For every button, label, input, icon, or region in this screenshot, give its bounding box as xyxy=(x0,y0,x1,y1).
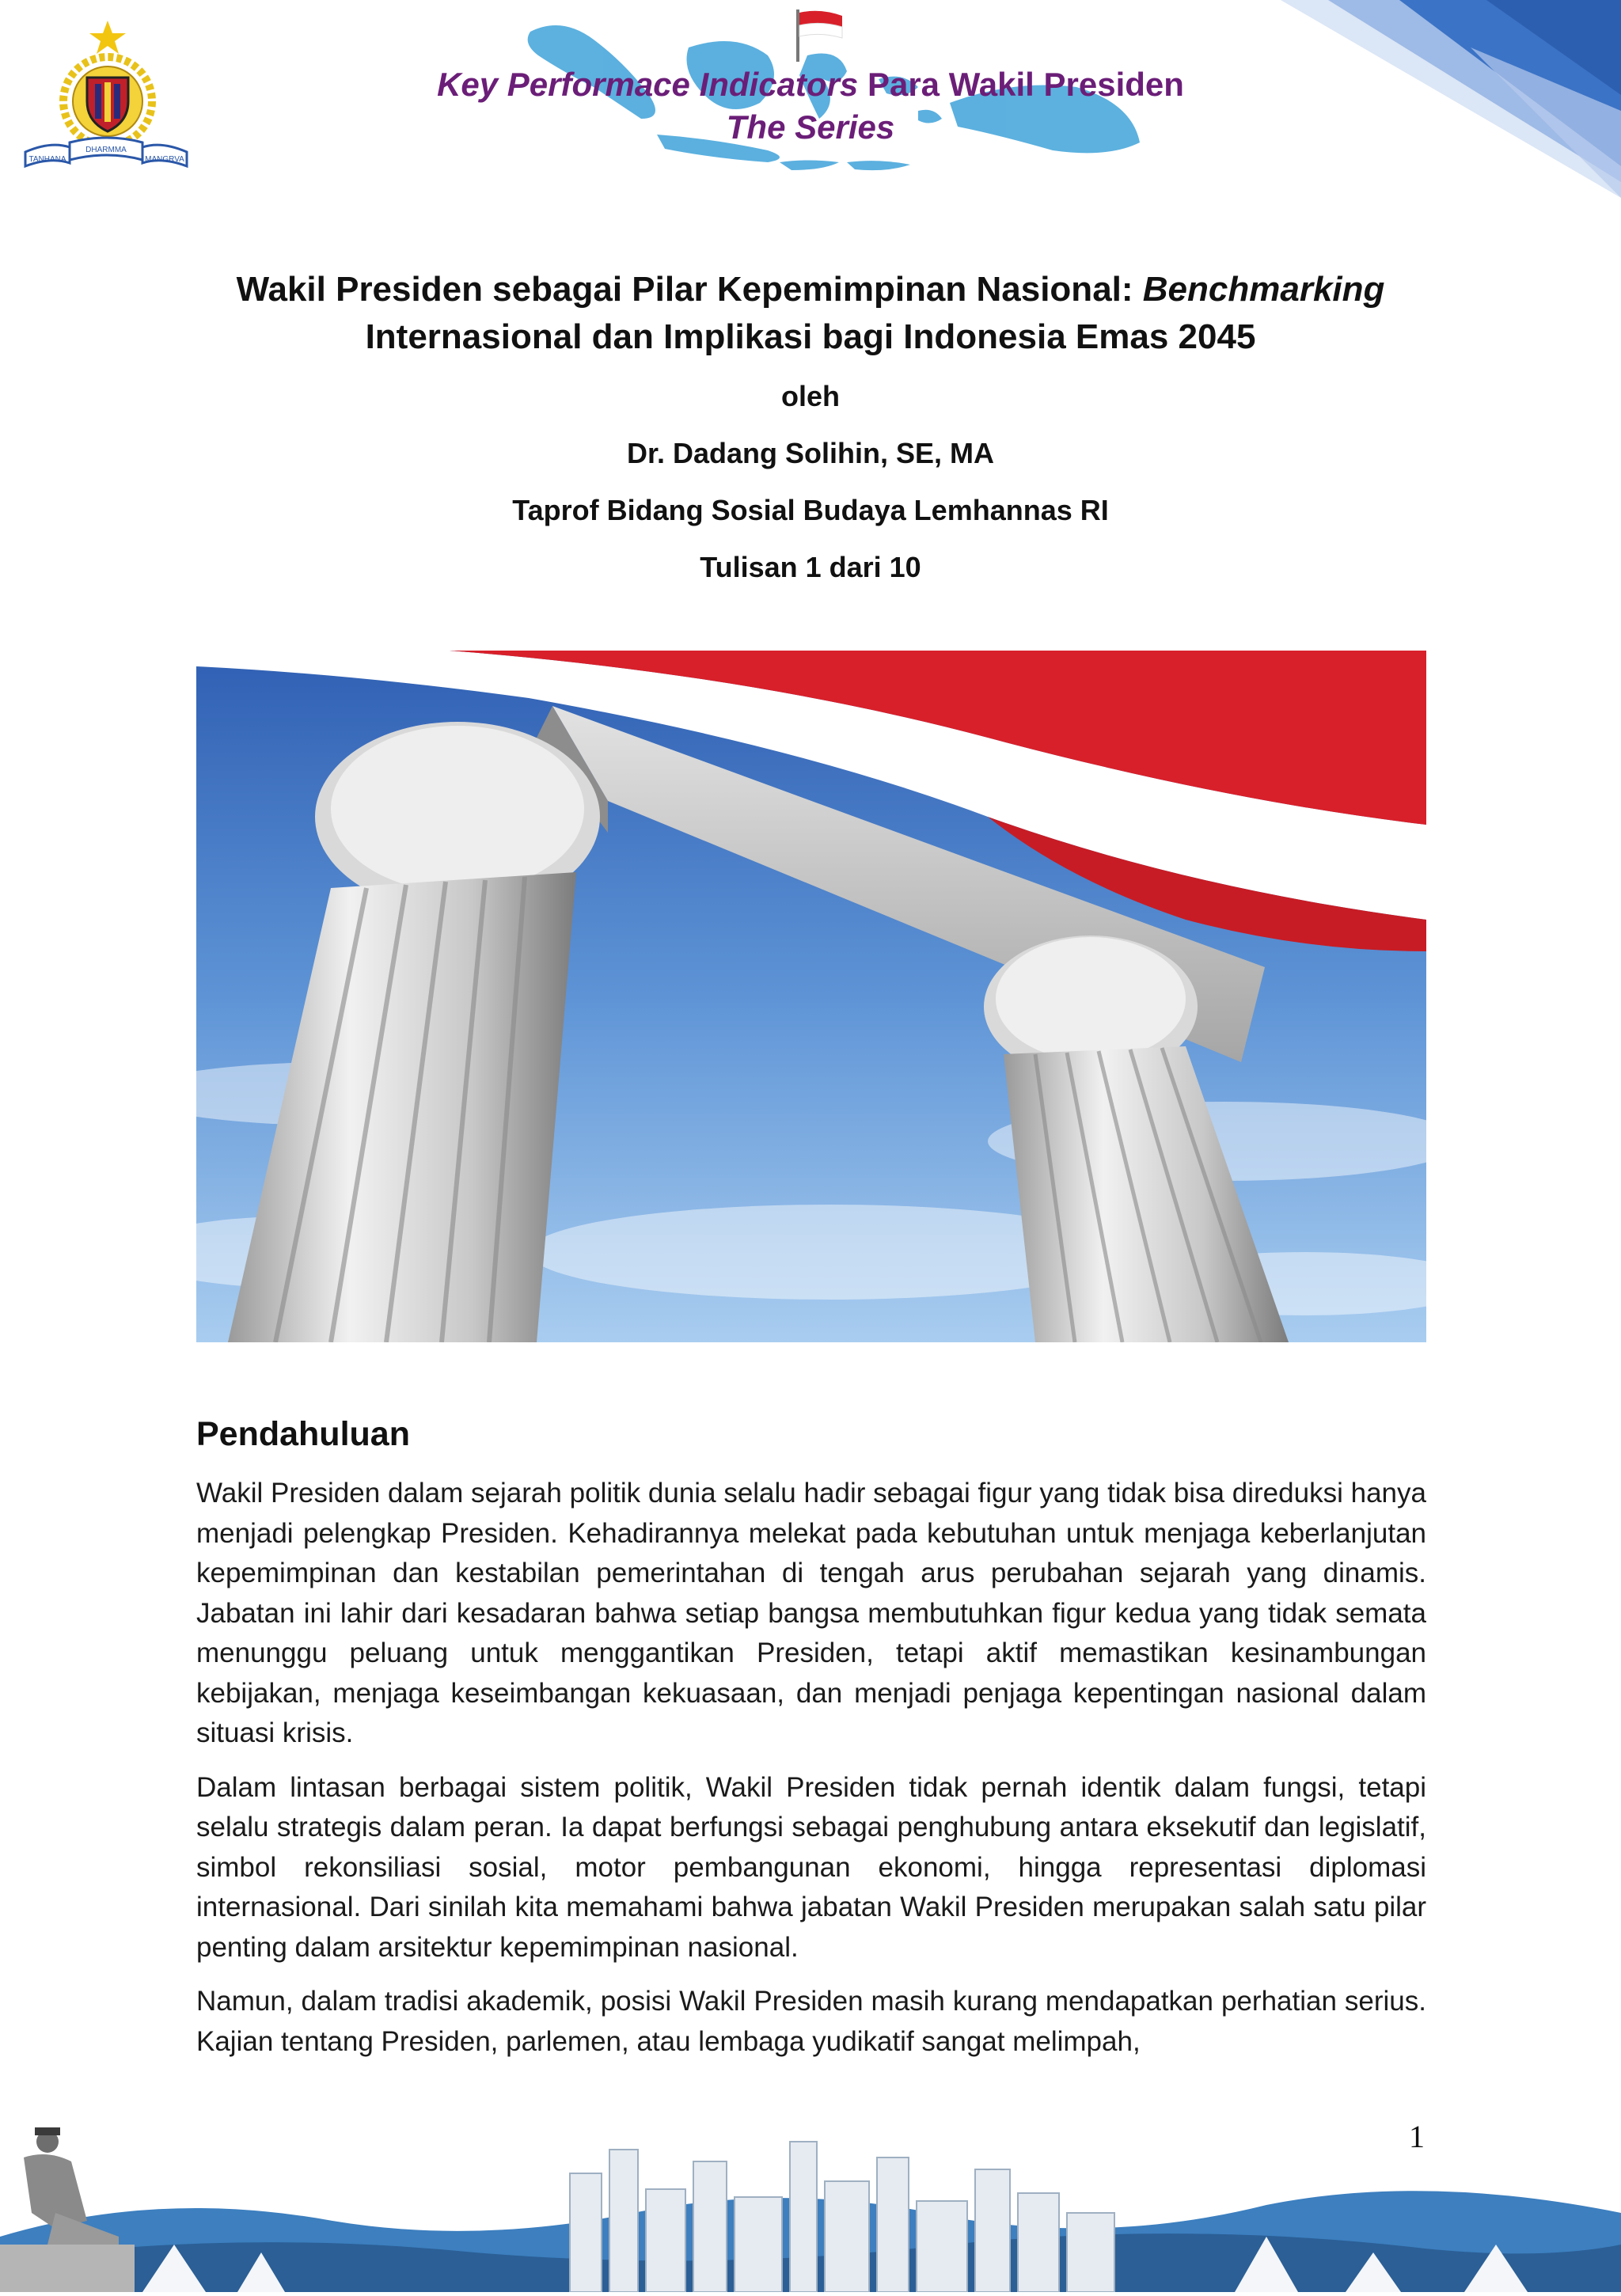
footer-city-skyline xyxy=(0,2126,1621,2292)
paragraph-2: Dalam lintasan berbagai sistem politik, Wakil Presiden tidak pernah identik dalam fungsi, tetapi selalu strategis dalam peran. Ia dapat berfungsi sebagai penghubung antara eksekutif dan legislatif, simbol rekonsiliasi sosial, motor pembangunan ekonomi, hingga representasi diplomasi internasional. Dari sinilah kita memahami bahwa jabatan Wakil Presiden merupakan salah satu pilar penting dalam arsitektur kepemimpinan nasional. xyxy=(196,1771,1426,1963)
series-label: Tulisan 1 dari 10 xyxy=(700,551,921,583)
section-heading: Pendahuluan xyxy=(196,1415,410,1453)
document-title-line2: Internasional dan Implikasi bagi Indonesia Emas 2045 xyxy=(365,317,1256,356)
paragraph-3: Namun, dalam tradisi akademik, posisi Wakil Presiden masih kurang mendapatkan perhatian serius. Kajian tentang Presiden, parlemen, atau lembaga yudikatif sangat melimpah, xyxy=(196,1986,1426,2057)
pillars-with-flag-image xyxy=(196,651,1426,1342)
logo-ribbon-right-text: MANGRVA xyxy=(145,155,184,164)
logo-ribbon-mid-text: DHARMMA xyxy=(85,146,127,154)
document-title-part1: Wakil Presiden sebagai Pilar Kepemimpinan Nasional: xyxy=(236,270,1143,309)
body-text xyxy=(196,1474,1426,2076)
indonesia-flag-icon xyxy=(792,8,847,63)
header-title-rest: Para Wakil Presiden xyxy=(858,66,1184,103)
header-subtitle: The Series xyxy=(726,108,895,146)
paragraph-1: Wakil Presiden dalam sejarah politik dunia selalu hadir sebagai figur yang tidak bisa direduksi hanya menjadi pelengkap Presiden. Kehadirannya melekat pada kebutuhan untuk menjaga keberlanjutan kepemimpinan dan kestabilan pemerintahan di tengah arus perubahan sejarah yang dinamis. Jabatan ini lahir dari kesadaran bahwa setiap bangsa membutuhkan figur kedua yang tidak semata menunggu peluang untuk menggantikan Presiden, tetapi aktif memastikan kesinambungan kebijakan, menjaga keseimbangan kekuasaan, dan menjadi penjaga kepentingan nasional dalam situasi krisis. xyxy=(196,1478,1426,1748)
header-title-italic: Key Performace Indicators xyxy=(437,66,859,103)
document-title-block xyxy=(158,266,1463,586)
page-number: 1 xyxy=(1409,2119,1425,2154)
lemhannas-emblem-logo xyxy=(19,16,193,174)
logo-ribbon-left-text: TANHANA xyxy=(28,155,66,164)
seated-figure-statue-icon xyxy=(0,2127,135,2292)
author-institution: Taprof Bidang Sosial Budaya Lemhannas RI xyxy=(512,494,1109,526)
document-title-italic: Benchmarking xyxy=(1142,270,1385,309)
document-title-line1 xyxy=(158,266,1463,313)
byline-label: oleh xyxy=(780,380,840,412)
header-title-line1 xyxy=(348,63,1273,106)
corner-decoration xyxy=(1281,0,1621,198)
author-name: Dr. Dadang Solihin, SE, MA xyxy=(626,437,995,469)
